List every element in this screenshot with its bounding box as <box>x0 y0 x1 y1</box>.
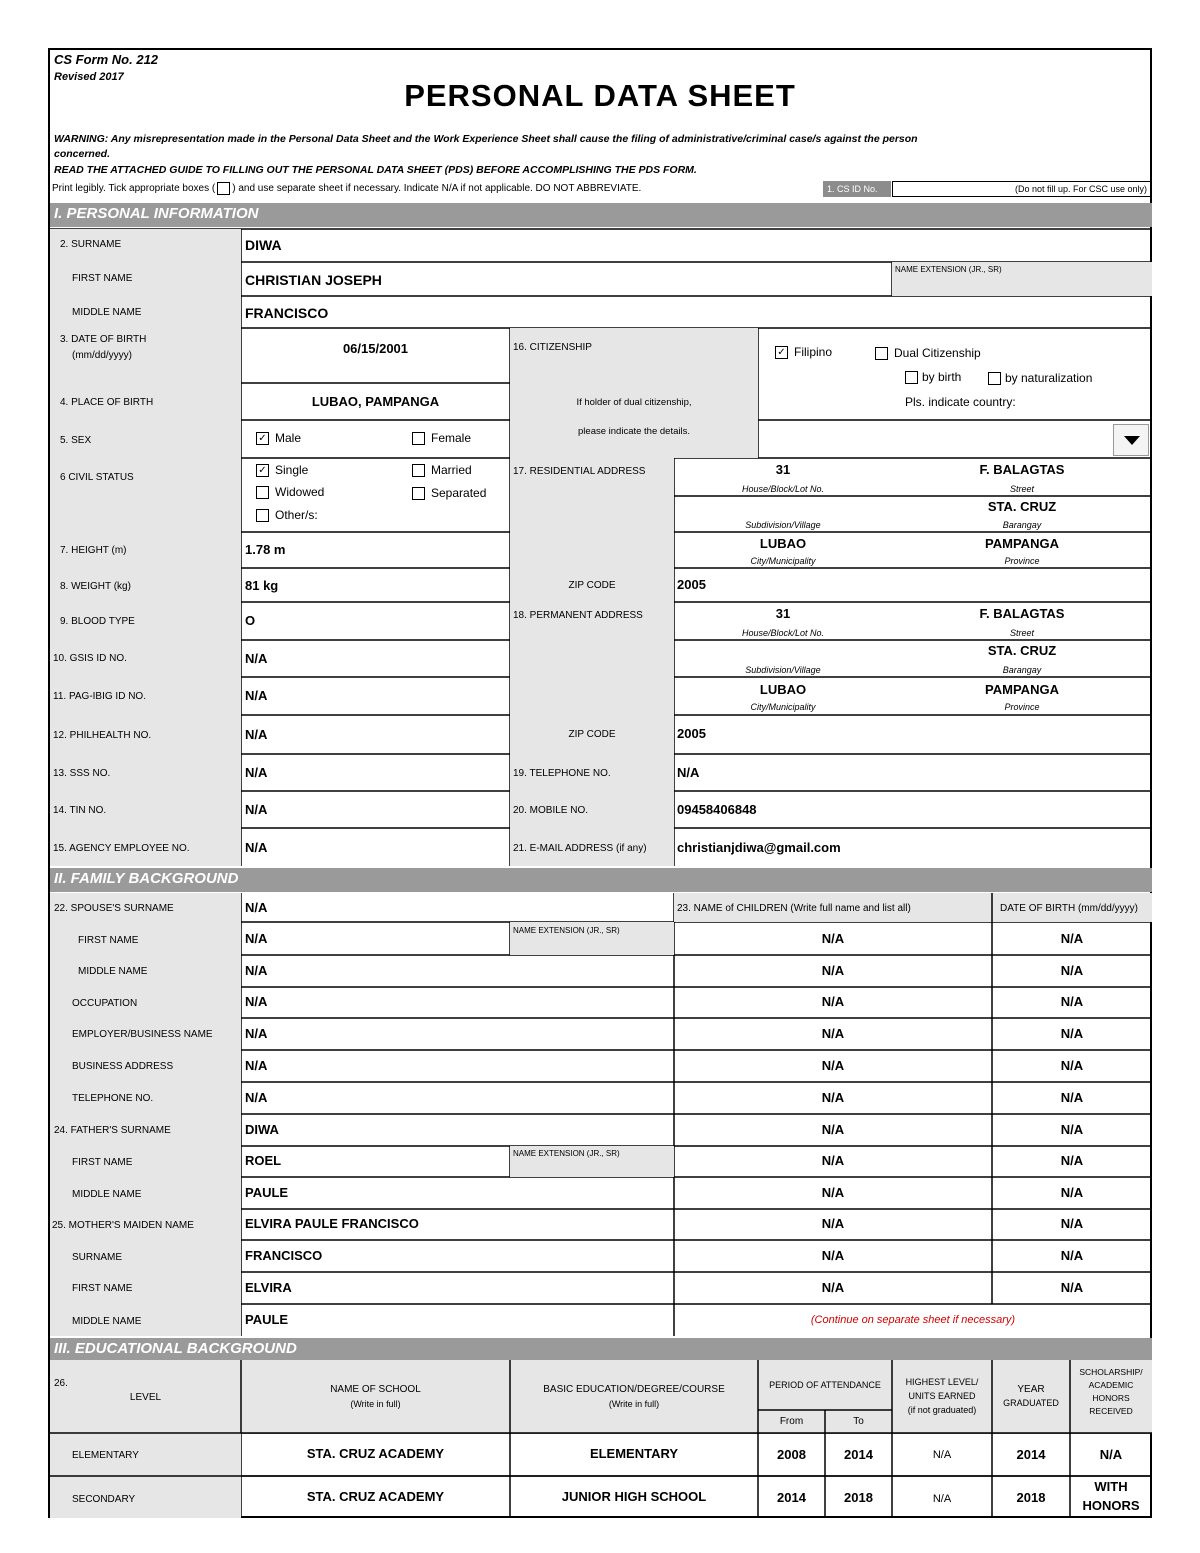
child-dob-cell[interactable]: N/A <box>1060 1280 1084 1295</box>
from-header: From <box>779 1416 804 1427</box>
res-subdiv-sub: Subdivision/Village <box>745 520 821 530</box>
warning-text: WARNING: Any misrepresentation made in the Personal Data Sheet and the Work Experience Sheet shall cause the filing of administrative/criminal case/s against the person <box>54 133 918 145</box>
edu-row-from[interactable]: 2014 <box>777 1490 806 1505</box>
surname-value[interactable]: DIWA <box>245 237 282 253</box>
gsis-label: 10. GSIS ID NO. <box>53 653 127 664</box>
telephone-label: 19. TELEPHONE NO. <box>513 768 611 779</box>
child-dob-cell[interactable]: N/A <box>1060 1248 1084 1263</box>
edu-row-units[interactable]: N/A <box>932 1449 952 1461</box>
section-personal-header: I. PERSONAL INFORMATION <box>50 203 1152 227</box>
edu-row-year[interactable]: 2014 <box>1016 1447 1046 1462</box>
blood-type-label: 9. BLOOD TYPE <box>60 616 135 627</box>
dob-label: 3. DATE OF BIRTH <box>60 334 147 345</box>
perm-zip-label: ZIP CODE <box>568 729 616 740</box>
married-label: Married <box>431 463 472 477</box>
res-province-sub: Province <box>1004 556 1040 566</box>
continue-note: (Continue on separate sheet if necessary) <box>810 1314 1016 1326</box>
filipino-label: Filipino <box>794 345 833 359</box>
res-street-value[interactable]: F. BALAGTAS <box>979 462 1065 477</box>
section-education-header: III. EDUCATIONAL BACKGROUND <box>50 1338 1152 1360</box>
child-dob-label: DATE OF BIRTH (mm/dd/yyyy) <box>1000 903 1138 914</box>
child-name-cell[interactable]: N/A <box>821 1153 845 1168</box>
first-name-value[interactable]: CHRISTIAN JOSEPH <box>245 272 382 288</box>
period-header: PERIOD OF ATTENDANCE <box>769 1380 881 1390</box>
to-header: To <box>853 1416 864 1427</box>
tin-value[interactable]: N/A <box>245 802 268 817</box>
email-value[interactable]: christianjdiwa@gmail.com <box>677 840 841 855</box>
year-header: YEAR <box>1017 1384 1045 1395</box>
edu-row-school[interactable]: STA. CRUZ ACADEMY <box>306 1489 445 1504</box>
spouse-telephone-value[interactable]: N/A <box>245 1090 268 1105</box>
spouse-telephone-label: TELEPHONE NO. <box>72 1093 154 1104</box>
edu-row-honors-2[interactable]: HONORS <box>1082 1498 1140 1513</box>
single-label: Single <box>275 463 309 477</box>
child-name-cell[interactable]: N/A <box>821 1090 845 1105</box>
child-name-cell[interactable]: N/A <box>821 1122 845 1137</box>
indicate-country-label: Pls. indicate country: <box>905 395 1016 409</box>
edu-row-units[interactable]: N/A <box>932 1493 952 1505</box>
weight-value[interactable]: 81 kg <box>245 578 279 593</box>
sss-value[interactable]: N/A <box>245 765 268 780</box>
child-dob-cell[interactable]: N/A <box>1060 1185 1084 1200</box>
perm-subdiv-sub: Subdivision/Village <box>745 665 821 675</box>
permanent-address-label: 18. PERMANENT ADDRESS <box>513 610 643 621</box>
perm-house-sub: House/Block/Lot No. <box>741 628 825 638</box>
page-title: PERSONAL DATA SHEET <box>404 78 796 113</box>
separated-label: Separated <box>431 486 487 500</box>
res-barangay-value[interactable]: STA. CRUZ <box>987 499 1057 514</box>
widowed-label: Widowed <box>275 485 325 499</box>
cs-id-label: 1. CS ID No. <box>823 181 891 197</box>
mother-maiden-value[interactable]: ELVIRA PAULE FRANCISCO <box>245 1216 419 1231</box>
child-dob-cell[interactable]: N/A <box>1060 1058 1084 1073</box>
level-header: LEVEL <box>129 1392 162 1403</box>
pob-value[interactable]: LUBAO, PAMPANGA <box>311 394 440 409</box>
mother-middle-label: MIDDLE NAME <box>72 1316 142 1327</box>
spouse-middle-label: MIDDLE NAME <box>78 966 148 977</box>
perm-province-value[interactable]: PAMPANGA <box>985 682 1059 697</box>
perm-house-value[interactable]: 31 <box>775 606 791 621</box>
units-header: HIGHEST LEVEL/ <box>905 1377 979 1387</box>
school-header: NAME OF SCHOOL <box>330 1384 421 1395</box>
mother-middle-value[interactable]: PAULE <box>245 1312 289 1327</box>
employer-label: EMPLOYER/BUSINESS NAME <box>72 1029 213 1040</box>
spouse-surname-value[interactable]: N/A <box>245 900 268 915</box>
child-dob-cell[interactable]: N/A <box>1060 1122 1084 1137</box>
father-middle-label: MIDDLE NAME <box>72 1189 142 1200</box>
single-checkbox-checked[interactable]: ✓ <box>256 464 269 477</box>
employer-value[interactable]: N/A <box>245 1026 268 1041</box>
sex-label: 5. SEX <box>60 435 92 446</box>
agency-no-label: 15. AGENCY EMPLOYEE NO. <box>53 843 190 854</box>
perm-street-value[interactable]: F. BALAGTAS <box>979 606 1065 621</box>
spouse-ext-label: NAME EXTENSION (JR., SR) <box>513 926 620 935</box>
by-naturalization-label: by naturalization <box>1005 371 1093 385</box>
form-number: CS Form No. 212 <box>54 52 159 67</box>
warning-text-cont: concerned. <box>54 148 111 160</box>
dob-value[interactable]: 06/15/2001 <box>342 341 409 356</box>
edu-row-honors[interactable]: WITH <box>1094 1479 1128 1494</box>
philhealth-label: 12. PHILHEALTH NO. <box>53 730 152 741</box>
dob-format: (mm/dd/yyyy) <box>72 350 132 361</box>
perm-barangay-sub: Barangay <box>1002 665 1042 675</box>
child-name-cell[interactable]: N/A <box>821 1216 845 1231</box>
units-header-3: (if not graduated) <box>907 1405 977 1415</box>
education-number: 26. <box>54 1378 68 1389</box>
pob-label: 4. PLACE OF BIRTH <box>60 397 154 408</box>
name-extension-label: NAME EXTENSION (JR., SR) <box>895 265 1002 274</box>
weight-label: 8. WEIGHT (kg) <box>60 581 131 592</box>
course-header-sub: (Write in full) <box>608 1399 660 1409</box>
business-address-label: BUSINESS ADDRESS <box>72 1061 174 1072</box>
res-province-value[interactable]: PAMPANGA <box>985 536 1059 551</box>
tin-label: 14. TIN NO. <box>53 805 107 816</box>
business-address-value[interactable]: N/A <box>245 1058 268 1073</box>
mother-first-value[interactable]: ELVIRA <box>245 1280 292 1295</box>
by-birth-label: by birth <box>922 370 962 384</box>
school-header-sub: (Write in full) <box>350 1399 401 1409</box>
child-name-cell[interactable]: N/A <box>821 994 845 1009</box>
civil-status-label: 6 CIVIL STATUS <box>60 472 134 483</box>
edu-row-level: ELEMENTARY <box>72 1450 139 1461</box>
child-name-cell[interactable]: N/A <box>821 1058 845 1073</box>
child-dob-cell[interactable]: N/A <box>1060 1090 1084 1105</box>
mother-maiden-label: 25. MOTHER'S MAIDEN NAME <box>52 1220 194 1231</box>
edu-row-to[interactable]: 2018 <box>844 1490 873 1505</box>
father-surname-label: 24. FATHER'S SURNAME <box>54 1125 171 1136</box>
gsis-value[interactable]: N/A <box>245 651 268 666</box>
res-city-value[interactable]: LUBAO <box>759 536 807 551</box>
child-name-cell[interactable]: N/A <box>821 963 845 978</box>
sss-label: 13. SSS NO. <box>53 768 111 779</box>
child-dob-cell[interactable]: N/A <box>1060 963 1084 978</box>
units-header-2: UNITS EARNED <box>908 1391 976 1401</box>
middle-name-label: MIDDLE NAME <box>72 307 142 318</box>
male-checkbox-checked[interactable]: ✓ <box>256 432 269 445</box>
children-label: 23. NAME of CHILDREN (Write full name and list all) <box>677 903 911 914</box>
agency-no-value[interactable]: N/A <box>245 840 268 855</box>
perm-province-sub: Province <box>1004 702 1040 712</box>
father-first-label: FIRST NAME <box>72 1157 133 1168</box>
edu-row-course[interactable]: ELEMENTARY <box>589 1446 679 1461</box>
honors-header-3: HONORS <box>1092 1393 1130 1403</box>
edu-row-level: SECONDARY <box>72 1494 136 1505</box>
mobile-value[interactable]: 09458406848 <box>677 802 757 817</box>
email-label: 21. E-MAIL ADDRESS (if any) <box>513 843 647 854</box>
middle-name-value[interactable]: FRANCISCO <box>245 305 329 321</box>
res-city-sub: City/Municipality <box>750 556 816 566</box>
edu-row-to[interactable]: 2014 <box>844 1447 873 1462</box>
edu-row-course[interactable]: JUNIOR HIGH SCHOOL <box>561 1489 707 1504</box>
filipino-checkbox-checked[interactable]: ✓ <box>775 346 788 359</box>
child-name-cell[interactable]: N/A <box>821 1026 845 1041</box>
dual-note-1: If holder of dual citizenship, <box>576 397 692 408</box>
honors-header-4: RECEIVED <box>1089 1406 1133 1416</box>
edu-row-school[interactable]: STA. CRUZ ACADEMY <box>306 1446 445 1461</box>
spouse-first-value[interactable]: N/A <box>245 931 268 946</box>
philhealth-value[interactable]: N/A <box>245 727 268 742</box>
surname-label: 2. SURNAME <box>60 239 122 250</box>
father-ext-label: NAME EXTENSION (JR., SR) <box>513 1149 620 1158</box>
child-dob-cell[interactable]: N/A <box>1060 1026 1084 1041</box>
others-label: Other/s: <box>275 508 318 522</box>
blood-type-value[interactable]: O <box>245 613 256 628</box>
mother-surname-label: SURNAME <box>72 1252 123 1263</box>
mobile-label: 20. MOBILE NO. <box>513 805 589 816</box>
res-zip-label: ZIP CODE <box>568 580 616 591</box>
father-first-value[interactable]: ROEL <box>245 1153 282 1168</box>
mother-surname-value[interactable]: FRANCISCO <box>245 1248 323 1263</box>
pagibig-label: 11. PAG-IBIG ID NO. <box>53 691 146 702</box>
edu-row-honors[interactable]: N/A <box>1099 1447 1123 1462</box>
pagibig-value[interactable]: N/A <box>245 688 268 703</box>
course-header: BASIC EDUCATION/DEGREE/COURSE <box>543 1384 725 1395</box>
cs-id-note: (Do not fill up. For CSC use only) <box>1014 184 1147 194</box>
res-zip-value[interactable]: 2005 <box>677 577 706 592</box>
child-dob-cell[interactable]: N/A <box>1060 994 1084 1009</box>
female-label: Female <box>431 431 472 445</box>
father-surname-value[interactable]: DIWA <box>245 1122 279 1137</box>
dual-note-2: please indicate the details. <box>578 426 690 437</box>
mother-first-label: FIRST NAME <box>72 1283 133 1294</box>
edu-row-from[interactable]: 2008 <box>777 1447 806 1462</box>
print-instructions-b: ) and use separate sheet if necessary. Indicate N/A if not applicable. DO NOT ABBREVIATE. <box>232 183 642 195</box>
occupation-label: OCCUPATION <box>72 998 138 1009</box>
perm-street-sub: Street <box>1009 628 1034 638</box>
spouse-surname-label: 22. SPOUSE'S SURNAME <box>54 903 174 914</box>
spouse-first-label: FIRST NAME <box>78 935 139 946</box>
child-name-cell[interactable]: N/A <box>821 931 845 946</box>
year-header-2: GRADUATED <box>1003 1398 1059 1408</box>
citizenship-label: 16. CITIZENSHIP <box>513 342 592 353</box>
child-dob-cell[interactable]: N/A <box>1060 1153 1084 1168</box>
male-label: Male <box>275 431 302 445</box>
honors-header-2: ACADEMIC <box>1088 1380 1134 1390</box>
perm-zip-value[interactable]: 2005 <box>677 726 706 741</box>
edu-row-year[interactable]: 2018 <box>1016 1490 1046 1505</box>
child-dob-cell[interactable]: N/A <box>1060 931 1084 946</box>
perm-city-value[interactable]: LUBAO <box>759 682 807 697</box>
res-house-sub: House/Block/Lot No. <box>741 484 825 494</box>
print-instructions-a: Print legibly. Tick appropriate boxes ( <box>52 183 216 195</box>
child-name-cell[interactable]: N/A <box>821 1248 845 1263</box>
occupation-value[interactable]: N/A <box>245 994 268 1009</box>
first-name-label: FIRST NAME <box>72 273 133 284</box>
section-family-header: II. FAMILY BACKGROUND <box>50 868 1152 892</box>
res-house-value[interactable]: 31 <box>775 462 791 477</box>
spouse-middle-value[interactable]: N/A <box>245 963 268 978</box>
telephone-value[interactable]: N/A <box>677 765 700 780</box>
dual-label: Dual Citizenship <box>894 346 981 360</box>
read-guide-text: READ THE ATTACHED GUIDE TO FILLING OUT THE PERSONAL DATA SHEET (PDS) BEFORE ACCOMPLISHING THE PDS FORM. <box>54 164 697 176</box>
residential-address-label: 17. RESIDENTIAL ADDRESS <box>513 466 646 477</box>
father-middle-value[interactable]: PAULE <box>245 1185 289 1200</box>
height-value[interactable]: 1.78 m <box>245 542 286 557</box>
perm-city-sub: City/Municipality <box>750 702 816 712</box>
child-dob-cell[interactable]: N/A <box>1060 1216 1084 1231</box>
child-name-cell[interactable]: N/A <box>821 1185 845 1200</box>
form-revised: Revised 2017 <box>54 71 124 83</box>
res-barangay-sub: Barangay <box>1002 520 1042 530</box>
res-street-sub: Street <box>1009 484 1034 494</box>
perm-barangay-value[interactable]: STA. CRUZ <box>987 643 1057 658</box>
child-name-cell[interactable]: N/A <box>821 1280 845 1295</box>
honors-header: SCHOLARSHIP/ <box>1079 1367 1143 1377</box>
height-label: 7. HEIGHT (m) <box>60 545 127 556</box>
